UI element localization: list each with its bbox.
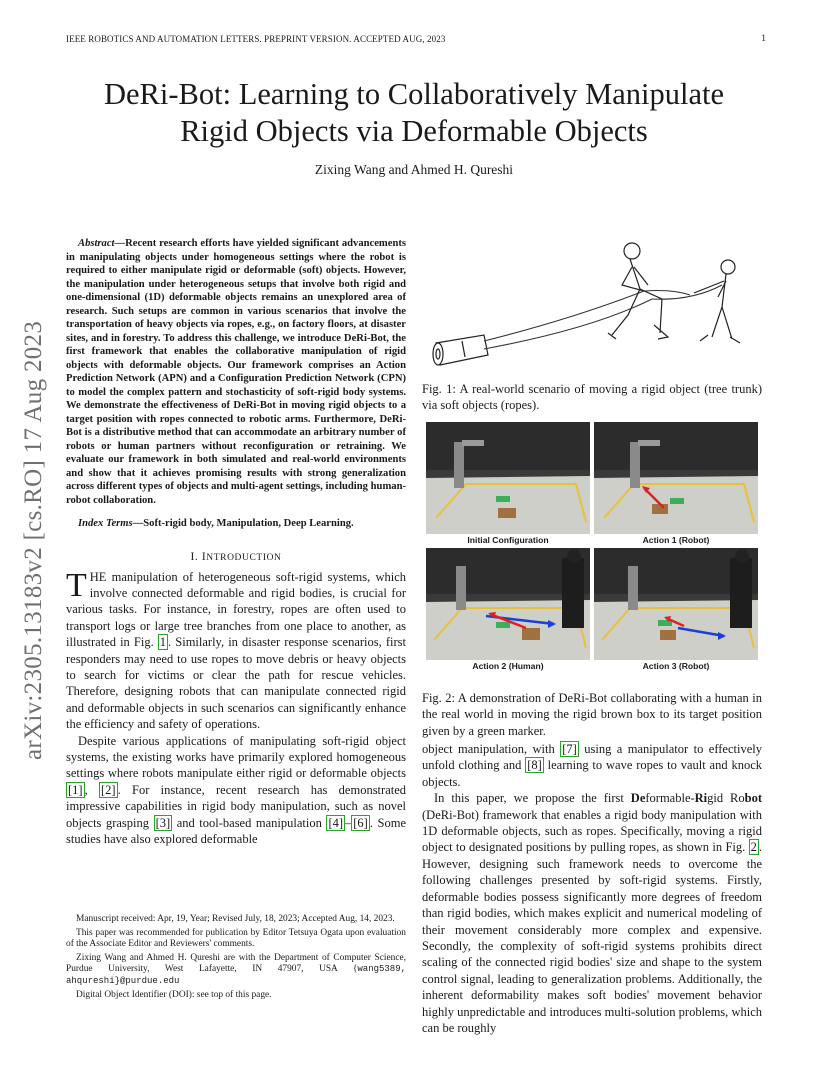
footnote-manuscript: Manuscript received: Apr, 19, Year; Revised July, 18, 2023; Accepted Aug, 14, 2023. <box>76 914 395 924</box>
right-p2-text: . However, designing such framework needs to overcome the following challenges presented by soft-rigid systems. Firstly, deformable bodies possess significantly more degrees of freedom than rigid bodies, which makes explicit and numerical modeling of their movement considerably more complex and expensive. Secondly, the complexity of soft-rigid systems prohibits direct scaling of the connected rigid bodies' size and shape to the system control signal, leading to generalization problems. Additionally, the inherent deformability makes soft bodies' movement behavior highly unpredictable and introduces multi-solution problems, which can be roughly <box>422 840 762 1035</box>
abstract <box>66 237 406 507</box>
rope-drawing <box>484 285 722 349</box>
bold-acronym-part: bot <box>744 791 763 806</box>
panel-action-3-robot <box>594 548 758 660</box>
panel-label: Action 1 (Robot) <box>642 534 710 545</box>
affiliation-text: Zixing Wang and Ahmed H. Qureshi are with the Department of Computer Science, Purdue University, West Lafayette, IN 47907, USA { <box>66 952 406 975</box>
section-heading-introduction: I. INTRODUCTION <box>190 550 282 563</box>
person-two-drawing <box>694 260 740 343</box>
right-p1-text: learning to wave ropes to vault and knock objects. <box>422 758 762 789</box>
intro-p2-text: Despite various applications of manipulating soft-rigid object systems, the existing works have primarily explored homogeneous settings where robots manipulate either rigid or deformable objects <box>66 733 406 781</box>
dropcap: T <box>66 566 87 604</box>
intro-p2-text: , <box>84 782 99 797</box>
panel-initial-configuration <box>426 422 590 534</box>
right-p2-text: gid Ro <box>707 791 745 806</box>
index-terms-text: —Soft-rigid body, Manipulation, Deep Learning. <box>132 518 354 529</box>
fig-ref-link[interactable]: 2 <box>750 840 757 855</box>
panel-action-2-human <box>426 548 590 660</box>
intro-p2-text: . For instance, recent research has demonstrated impressive capabilities in rigid body manipulation, such as novel objects grasping <box>66 782 407 830</box>
intro-p2-text: . Some studies have also explored deformable <box>66 815 406 846</box>
intro-paragraph-2 <box>66 733 406 848</box>
index-terms-label: Index Terms <box>78 518 133 529</box>
page-number: 1 <box>761 34 766 44</box>
panel-action-1-robot <box>594 422 758 534</box>
right-p2-text: (DeRi-Bot) framework that enables a rigid body manipulation with 1D deformable objects, such as ropes. Specifically, moving a rigid object to designated positions by pulling ropes, as shown in Fig. <box>422 807 762 855</box>
intro-p1-text-a: HE manipulation of heterogeneous soft-rigid systems, which involve connected deformable and rigid bodies, is crucial for various tasks. For instance, in forestry, ropes are often used to transport logs or large tree branches from one place to another, as illustrated in Fig. <box>66 569 406 650</box>
title-line-2: Rigid Objects via Deformable Objects <box>180 114 648 148</box>
citation-link[interactable]: [4] <box>328 815 344 830</box>
fig-ref-link[interactable]: 1 <box>159 635 167 650</box>
panel-label: Initial Configuration <box>467 534 549 545</box>
intro-p2-text: – <box>345 815 352 830</box>
intro-p1-text-b: . Similarly, in disaster response scenarios, first responders may need to use ropes to move debris or heavy objects to search for victims or clear the path for rescue vehicles. Therefore, designing robots that can manipulate connected rigid and deformable objects in such scenarios can significantly enhance the efficiency and safety of operations. <box>66 635 406 732</box>
figure-2-caption: Fig. 2: A demonstration of DeRi-Bot collaborating with a human in the real world in moving the rigid brown box to its target position given by a green marker. <box>422 690 762 738</box>
paper-title <box>40 76 788 150</box>
footnotes <box>66 914 406 1003</box>
running-head: IEEE ROBOTICS AND AUTOMATION LETTERS. PREPRINT VERSION. ACCEPTED AUG, 2023 <box>66 34 446 44</box>
title-line-1: DeRi-Bot: Learning to Collaboratively Manipulate <box>103 77 725 111</box>
right-paragraph-1 <box>422 741 762 790</box>
right-paragraph-2 <box>422 790 762 1036</box>
footnote-affiliation <box>66 953 406 988</box>
panel-label: Action 3 (Robot) <box>642 660 710 671</box>
abstract-text: —Recent research efforts have yielded significant advancements in manipulating objects under homogeneous settings where the robot is required to either manipulate rigid or deformable (soft) objects. However, the manipulation under heterogeneous setups that involve both rigid and one-dimensional (1D) deformable objects remains an unexplored area of research. Such setups are common in various scenarios that involve the transportation of heavy objects via ropes, e.g., on factory floors, at disaster sites, and in forestry. To address this challenge, we introduce DeRi-Bot, the first framework that enables the collaborative manipulation of rigid objects with deformable objects. Our framework comprises an Action Prediction Network (APN) and a Configuration Prediction Network (CPN) to model the complex pattern and stochasticity of soft-rigid body systems. We demonstrate the effectiveness of DeRi-Bot in moving rigid objects to a target position with ropes connected to robotic arms. Furthermore, DeRi-Bot is a distributive method that can accommodate an arbitrary number of robots or human partners without reconfiguration or retraining. We evaluate our framework in both simulated and real-world environments and show that it achieves promising results with strong generalization across different types of objects and multi-agent settings, including human-robot collaboration. <box>66 238 406 506</box>
citation-link[interactable]: [3] <box>155 815 171 830</box>
right-p1-text: object manipulation, with <box>422 742 561 757</box>
figure-2 <box>422 422 762 674</box>
intro-p2-text: and tool-based manipulation <box>172 815 327 830</box>
right-column <box>422 237 762 1036</box>
arxiv-stamp: arXiv:2305.13183v2 [cs.RO] 17 Aug 2023 <box>20 320 47 760</box>
panel-label: Action 2 (Human) <box>472 660 544 671</box>
paper-authors: Zixing Wang and Ahmed H. Qureshi <box>314 162 514 177</box>
citation-link[interactable]: [8] <box>527 758 542 773</box>
citation-link[interactable]: [2] <box>101 782 116 797</box>
left-column <box>66 237 406 847</box>
right-p2-text: formable- <box>645 791 695 806</box>
footnote-editor: This paper was recommended for publication by Editor Tetsuya Ogata upon evaluation of the Associate Editor and Reviewers' comments. <box>66 927 406 950</box>
right-p1-text: using a manipulator to effectively unfold clothing and <box>422 742 762 773</box>
bold-acronym-part: De <box>630 791 646 806</box>
index-terms <box>66 517 406 531</box>
citation-link[interactable]: [1] <box>68 782 83 797</box>
bold-acronym-part: Ri <box>694 791 708 806</box>
abstract-label: Abstract <box>78 238 115 249</box>
intro-paragraph-1 <box>66 566 406 733</box>
footnote-doi: Digital Object Identifier (DOI): see top of this page. <box>76 989 272 1000</box>
citation-link[interactable]: [6] <box>353 815 368 830</box>
tree-trunk-drawing <box>433 335 488 365</box>
citation-link[interactable]: [7] <box>562 742 577 757</box>
author-emails[interactable]: wang5389, ahqureshi}@purdue.edu <box>66 964 406 986</box>
right-p2-text: In this paper, we propose the first <box>434 791 631 806</box>
figure-1-caption: Fig. 1: A real-world scenario of moving a rigid object (tree trunk) via soft objects (ropes). <box>422 382 762 413</box>
figure-1-illustration <box>422 237 762 372</box>
